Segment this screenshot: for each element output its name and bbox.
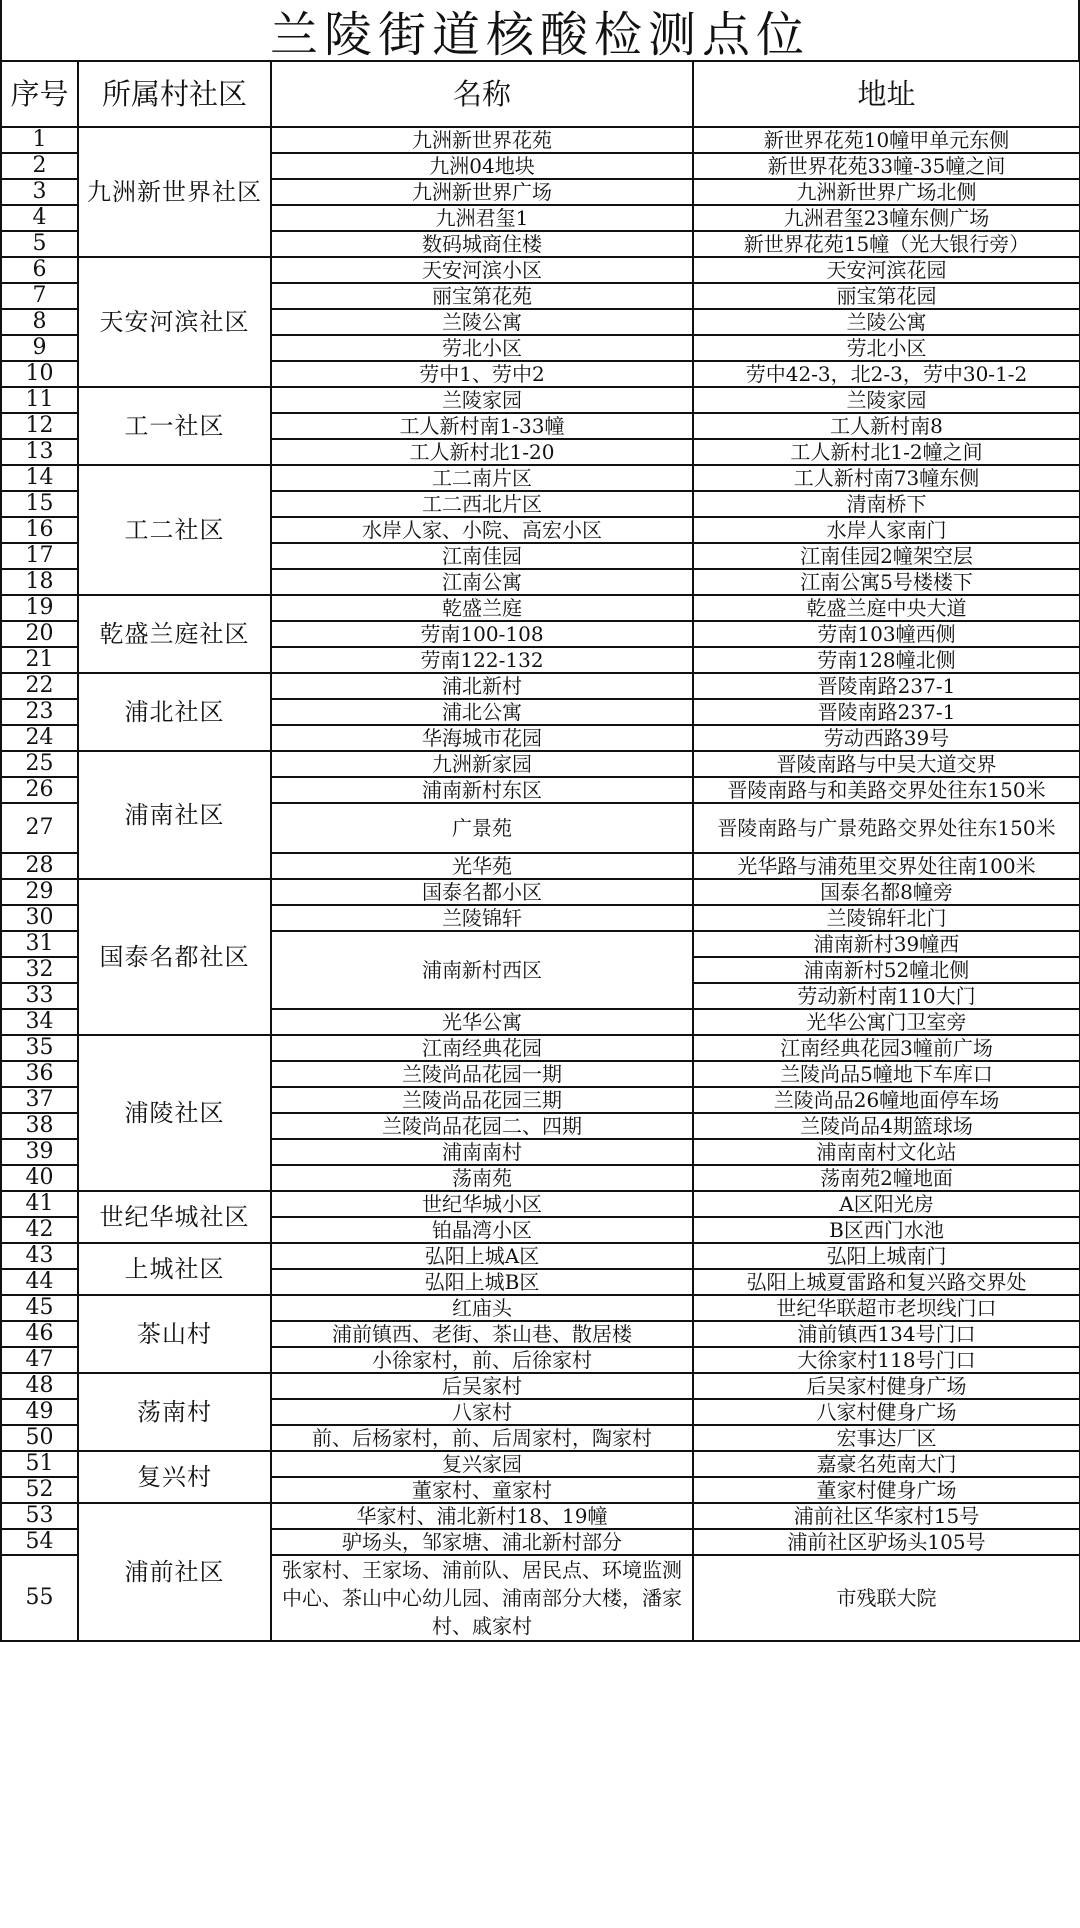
row-community: 复兴村 bbox=[78, 1451, 271, 1503]
row-name: 弘阳上城A区 bbox=[271, 1243, 693, 1269]
row-name: 浦北公寓 bbox=[271, 699, 693, 725]
row-address: 浦南新村52幢北侧 bbox=[693, 957, 1080, 983]
row-seq: 20 bbox=[1, 621, 78, 647]
row-name: 江南经典花园 bbox=[271, 1035, 693, 1061]
row-name: 光华公寓 bbox=[271, 1009, 693, 1035]
row-community: 国泰名都社区 bbox=[78, 879, 271, 1035]
row-seq: 39 bbox=[1, 1139, 78, 1165]
row-seq: 45 bbox=[1, 1295, 78, 1321]
row-seq: 10 bbox=[1, 361, 78, 387]
row-name: 驴场头，邹家塘、浦北新村部分 bbox=[271, 1529, 693, 1555]
row-seq: 33 bbox=[1, 983, 78, 1009]
row-address: 工人新村北1-2幢之间 bbox=[693, 439, 1080, 465]
row-name: 前、后杨家村，前、后周家村，陶家村 bbox=[271, 1425, 693, 1451]
row-address: 市残联大院 bbox=[693, 1555, 1080, 1641]
row-seq: 35 bbox=[1, 1035, 78, 1061]
row-seq: 50 bbox=[1, 1425, 78, 1451]
row-name: 工二南片区 bbox=[271, 465, 693, 491]
row-seq: 21 bbox=[1, 647, 78, 673]
row-seq: 1 bbox=[1, 127, 78, 153]
table-body bbox=[1, 127, 1080, 1641]
row-seq: 40 bbox=[1, 1165, 78, 1191]
row-address: 乾盛兰庭中央大道 bbox=[693, 595, 1080, 621]
row-seq: 28 bbox=[1, 853, 78, 879]
table-row bbox=[1, 387, 1080, 413]
row-seq: 4 bbox=[1, 205, 78, 231]
table-row bbox=[1, 1243, 1080, 1269]
row-seq: 48 bbox=[1, 1373, 78, 1399]
row-name: 浦南新村西区 bbox=[271, 931, 693, 1009]
row-name: 劳中1、劳中2 bbox=[271, 361, 693, 387]
row-address: 八家村健身广场 bbox=[693, 1399, 1080, 1425]
row-name: 兰陵公寓 bbox=[271, 309, 693, 335]
row-community: 乾盛兰庭社区 bbox=[78, 595, 271, 673]
table-row bbox=[1, 1035, 1080, 1061]
row-seq: 44 bbox=[1, 1269, 78, 1295]
row-address: 浦前社区驴场头105号 bbox=[693, 1529, 1080, 1555]
row-seq: 41 bbox=[1, 1191, 78, 1217]
row-address: 晋陵南路237-1 bbox=[693, 699, 1080, 725]
row-name: 浦南南村 bbox=[271, 1139, 693, 1165]
row-seq: 23 bbox=[1, 699, 78, 725]
row-seq: 31 bbox=[1, 931, 78, 957]
row-community: 浦前社区 bbox=[78, 1503, 271, 1641]
row-community: 浦陵社区 bbox=[78, 1035, 271, 1191]
row-seq: 2 bbox=[1, 153, 78, 179]
row-address: 新世界花苑15幢（光大银行旁） bbox=[693, 231, 1080, 257]
row-seq: 18 bbox=[1, 569, 78, 595]
row-seq: 8 bbox=[1, 309, 78, 335]
row-address: 光华路与浦苑里交界处往南100米 bbox=[693, 853, 1080, 879]
row-name: 华海城市花园 bbox=[271, 725, 693, 751]
table-row bbox=[1, 465, 1080, 491]
row-seq: 16 bbox=[1, 517, 78, 543]
table-header-row bbox=[1, 61, 1080, 127]
row-seq: 29 bbox=[1, 879, 78, 905]
row-name: 董家村、童家村 bbox=[271, 1477, 693, 1503]
row-seq: 11 bbox=[1, 387, 78, 413]
row-seq: 12 bbox=[1, 413, 78, 439]
row-seq: 46 bbox=[1, 1321, 78, 1347]
row-address: 天安河滨花园 bbox=[693, 257, 1080, 283]
row-address: 新世界花苑10幢甲单元东侧 bbox=[693, 127, 1080, 153]
row-seq: 27 bbox=[1, 803, 78, 853]
row-name: 国泰名都小区 bbox=[271, 879, 693, 905]
row-address: 劳中42-3，北2-3，劳中30-1-2 bbox=[693, 361, 1080, 387]
row-community: 工二社区 bbox=[78, 465, 271, 595]
row-seq: 17 bbox=[1, 543, 78, 569]
row-address: 晋陵南路237-1 bbox=[693, 673, 1080, 699]
row-seq: 3 bbox=[1, 179, 78, 205]
row-name: 华家村、浦北新村18、19幢 bbox=[271, 1503, 693, 1529]
row-address: 江南佳园2幢架空层 bbox=[693, 543, 1080, 569]
row-address: 嘉豪名苑南大门 bbox=[693, 1451, 1080, 1477]
testing-site-table bbox=[0, 60, 1080, 1642]
row-seq: 47 bbox=[1, 1347, 78, 1373]
row-community: 上城社区 bbox=[78, 1243, 271, 1295]
row-community: 浦北社区 bbox=[78, 673, 271, 751]
row-name: 江南公寓 bbox=[271, 569, 693, 595]
row-address: 江南公寓5号楼楼下 bbox=[693, 569, 1080, 595]
row-address: 弘阳上城夏雷路和复兴路交界处 bbox=[693, 1269, 1080, 1295]
row-name: 九洲新家园 bbox=[271, 751, 693, 777]
row-address: 浦南新村39幢西 bbox=[693, 931, 1080, 957]
row-address: 江南经典花园3幢前广场 bbox=[693, 1035, 1080, 1061]
row-name: 小徐家村，前、后徐家村 bbox=[271, 1347, 693, 1373]
table-row bbox=[1, 1503, 1080, 1529]
row-name: 复兴家园 bbox=[271, 1451, 693, 1477]
row-address: 劳南128幢北侧 bbox=[693, 647, 1080, 673]
row-name: 九洲新世界广场 bbox=[271, 179, 693, 205]
table-row bbox=[1, 1373, 1080, 1399]
row-address: A区阳光房 bbox=[693, 1191, 1080, 1217]
row-address: 九洲君玺23幢东侧广场 bbox=[693, 205, 1080, 231]
row-address: 宏事达厂区 bbox=[693, 1425, 1080, 1451]
row-seq: 36 bbox=[1, 1061, 78, 1087]
row-community: 茶山村 bbox=[78, 1295, 271, 1373]
row-address: 浦前社区华家村15号 bbox=[693, 1503, 1080, 1529]
row-seq: 49 bbox=[1, 1399, 78, 1425]
row-name: 水岸人家、小院、高宏小区 bbox=[271, 517, 693, 543]
row-address: 丽宝第花园 bbox=[693, 283, 1080, 309]
row-address: 董家村健身广场 bbox=[693, 1477, 1080, 1503]
row-name: 荡南苑 bbox=[271, 1165, 693, 1191]
row-address: 工人新村南8 bbox=[693, 413, 1080, 439]
row-name: 兰陵锦轩 bbox=[271, 905, 693, 931]
row-name: 八家村 bbox=[271, 1399, 693, 1425]
table-row bbox=[1, 1295, 1080, 1321]
row-address: 水岸人家南门 bbox=[693, 517, 1080, 543]
row-address: 兰陵锦轩北门 bbox=[693, 905, 1080, 931]
row-community: 荡南村 bbox=[78, 1373, 271, 1451]
row-address: 九洲新世界广场北侧 bbox=[693, 179, 1080, 205]
row-name: 浦前镇西、老街、茶山巷、散居楼 bbox=[271, 1321, 693, 1347]
table-row bbox=[1, 1451, 1080, 1477]
row-name: 兰陵家园 bbox=[271, 387, 693, 413]
row-name: 兰陵尚品花园一期 bbox=[271, 1061, 693, 1087]
row-address: 浦南南村文化站 bbox=[693, 1139, 1080, 1165]
row-address: 兰陵尚品4期篮球场 bbox=[693, 1113, 1080, 1139]
row-address: 新世界花苑33幢-35幢之间 bbox=[693, 153, 1080, 179]
row-seq: 9 bbox=[1, 335, 78, 361]
row-name: 兰陵尚品花园二、四期 bbox=[271, 1113, 693, 1139]
row-name: 工人新村北1-20 bbox=[271, 439, 693, 465]
row-address: 晋陵南路与中吴大道交界 bbox=[693, 751, 1080, 777]
row-seq: 37 bbox=[1, 1087, 78, 1113]
row-address: 浦前镇西134号门口 bbox=[693, 1321, 1080, 1347]
row-community: 九洲新世界社区 bbox=[78, 127, 271, 257]
table-row bbox=[1, 257, 1080, 283]
row-name: 世纪华城小区 bbox=[271, 1191, 693, 1217]
row-name: 九洲君玺1 bbox=[271, 205, 693, 231]
row-seq: 53 bbox=[1, 1503, 78, 1529]
row-address: 兰陵尚品5幢地下车库口 bbox=[693, 1061, 1080, 1087]
row-seq: 6 bbox=[1, 257, 78, 283]
row-seq: 22 bbox=[1, 673, 78, 699]
row-name: 劳南122-132 bbox=[271, 647, 693, 673]
row-address: 兰陵尚品26幢地面停车场 bbox=[693, 1087, 1080, 1113]
row-name: 浦北新村 bbox=[271, 673, 693, 699]
row-name: 弘阳上城B区 bbox=[271, 1269, 693, 1295]
table-row bbox=[1, 673, 1080, 699]
table-row bbox=[1, 127, 1080, 153]
row-name: 铂晶湾小区 bbox=[271, 1217, 693, 1243]
header-community: 所属村社区 bbox=[78, 61, 271, 127]
row-name: 后吴家村 bbox=[271, 1373, 693, 1399]
row-seq: 15 bbox=[1, 491, 78, 517]
header-name: 名称 bbox=[271, 61, 693, 127]
row-address: 劳动西路39号 bbox=[693, 725, 1080, 751]
row-address: 后吴家村健身广场 bbox=[693, 1373, 1080, 1399]
row-name: 光华苑 bbox=[271, 853, 693, 879]
row-seq: 19 bbox=[1, 595, 78, 621]
row-address: 兰陵家园 bbox=[693, 387, 1080, 413]
row-seq: 24 bbox=[1, 725, 78, 751]
row-address: 国泰名都8幢旁 bbox=[693, 879, 1080, 905]
row-seq: 55 bbox=[1, 1555, 78, 1641]
row-name: 张家村、王家场、浦前队、居民点、环境监测中心、茶山中心幼儿园、浦南部分大楼，潘家村、戚家村 bbox=[271, 1555, 693, 1641]
row-address: 世纪华联超市老坝线门口 bbox=[693, 1295, 1080, 1321]
row-seq: 32 bbox=[1, 957, 78, 983]
document-title: 兰陵街道核酸检测点位 bbox=[0, 0, 1080, 60]
row-name: 广景苑 bbox=[271, 803, 693, 853]
row-address: 晋陵南路与和美路交界处往东150米 bbox=[693, 777, 1080, 803]
row-address: 荡南苑2幢地面 bbox=[693, 1165, 1080, 1191]
row-name: 劳南100-108 bbox=[271, 621, 693, 647]
row-name: 江南佳园 bbox=[271, 543, 693, 569]
row-seq: 5 bbox=[1, 231, 78, 257]
row-name: 九洲04地块 bbox=[271, 153, 693, 179]
row-name: 丽宝第花苑 bbox=[271, 283, 693, 309]
row-seq: 13 bbox=[1, 439, 78, 465]
table-row bbox=[1, 1191, 1080, 1217]
row-seq: 26 bbox=[1, 777, 78, 803]
row-community: 浦南社区 bbox=[78, 751, 271, 879]
row-name: 数码城商住楼 bbox=[271, 231, 693, 257]
row-address: 大徐家村118号门口 bbox=[693, 1347, 1080, 1373]
row-seq: 43 bbox=[1, 1243, 78, 1269]
table-row bbox=[1, 595, 1080, 621]
row-seq: 38 bbox=[1, 1113, 78, 1139]
header-address: 地址 bbox=[693, 61, 1080, 127]
row-name: 红庙头 bbox=[271, 1295, 693, 1321]
row-address: 劳北小区 bbox=[693, 335, 1080, 361]
table-row bbox=[1, 879, 1080, 905]
row-name: 乾盛兰庭 bbox=[271, 595, 693, 621]
row-address: B区西门水池 bbox=[693, 1217, 1080, 1243]
row-name: 浦南新村东区 bbox=[271, 777, 693, 803]
table-row bbox=[1, 751, 1080, 777]
row-seq: 34 bbox=[1, 1009, 78, 1035]
row-seq: 52 bbox=[1, 1477, 78, 1503]
row-community: 天安河滨社区 bbox=[78, 257, 271, 387]
row-name: 九洲新世界花苑 bbox=[271, 127, 693, 153]
row-address: 光华公寓门卫室旁 bbox=[693, 1009, 1080, 1035]
row-address: 晋陵南路与广景苑路交界处往东150米 bbox=[693, 803, 1080, 853]
row-seq: 30 bbox=[1, 905, 78, 931]
row-seq: 25 bbox=[1, 751, 78, 777]
row-address: 劳动新村南110大门 bbox=[693, 983, 1080, 1009]
row-address: 兰陵公寓 bbox=[693, 309, 1080, 335]
row-name: 天安河滨小区 bbox=[271, 257, 693, 283]
row-address: 弘阳上城南门 bbox=[693, 1243, 1080, 1269]
row-seq: 54 bbox=[1, 1529, 78, 1555]
row-community: 工一社区 bbox=[78, 387, 271, 465]
row-seq: 42 bbox=[1, 1217, 78, 1243]
row-name: 工人新村南1-33幢 bbox=[271, 413, 693, 439]
row-name: 工二西北片区 bbox=[271, 491, 693, 517]
row-seq: 7 bbox=[1, 283, 78, 309]
row-seq: 51 bbox=[1, 1451, 78, 1477]
row-name: 兰陵尚品花园三期 bbox=[271, 1087, 693, 1113]
row-name: 劳北小区 bbox=[271, 335, 693, 361]
row-seq: 14 bbox=[1, 465, 78, 491]
row-address: 清南桥下 bbox=[693, 491, 1080, 517]
header-seq: 序号 bbox=[1, 61, 78, 127]
row-address: 劳南103幢西侧 bbox=[693, 621, 1080, 647]
row-address: 工人新村南73幢东侧 bbox=[693, 465, 1080, 491]
row-community: 世纪华城社区 bbox=[78, 1191, 271, 1243]
